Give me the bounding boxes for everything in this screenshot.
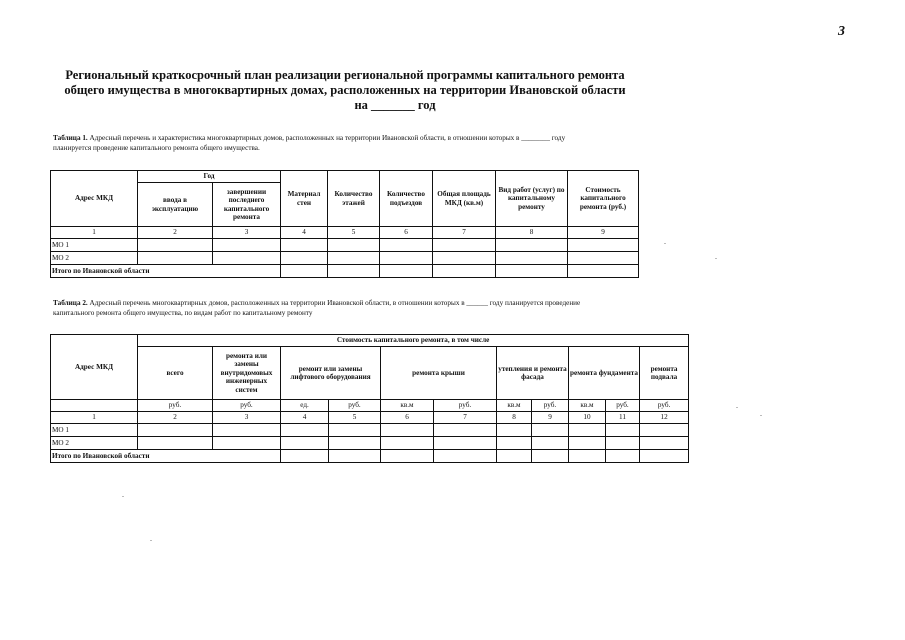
t1-header-floors: Количество этажей	[328, 171, 380, 227]
t2-colnum: 1	[51, 412, 138, 424]
t2-unit: руб.	[640, 400, 689, 412]
table1	[50, 170, 639, 278]
t2-unit: кв.м	[569, 400, 606, 412]
t2-colnum: 10	[569, 412, 606, 424]
scan-speck	[760, 415, 762, 416]
t2-row-label: МО 2	[51, 437, 138, 450]
t2-unit: руб.	[213, 400, 281, 412]
t1-header-year-group: Год	[138, 171, 281, 183]
t1-header-cost: Стоимость капитального ремонта (руб.)	[568, 171, 639, 227]
table1-caption-line2: планируется проведение капитального ремонта общего имущества.	[53, 144, 260, 152]
t2-unit: ед.	[281, 400, 329, 412]
t2-colnum: 4	[281, 412, 329, 424]
t1-colnum: 6	[380, 227, 433, 239]
title-line-3: на _______ год	[354, 98, 436, 112]
t1-colnum: 4	[281, 227, 328, 239]
page-number: 3	[838, 24, 845, 39]
t2-colnum: 11	[606, 412, 640, 424]
scan-speck	[664, 243, 666, 244]
t2-unit: руб.	[532, 400, 569, 412]
t2-colnum: 8	[497, 412, 532, 424]
title-line-1: Региональный краткосрочный план реализации региональной программы капитального ремонта	[65, 68, 625, 82]
scan-speck	[150, 540, 152, 541]
t2-header-basement: ремонта подвала	[640, 347, 689, 400]
t2-row-label: МО 1	[51, 424, 138, 437]
table2-caption-text: Адресный перечень многоквартирных домов, расположенных на территории Ивановской области, в отношении которых в ______ году планируется проведение	[89, 299, 581, 307]
scan-speck	[715, 258, 717, 259]
table1-caption-text: Адресный перечень и характеристика многоквартирных домов, расположенных на территории Ивановской области, в отношении которых в ________ году	[89, 134, 566, 142]
t2-unit: руб.	[329, 400, 381, 412]
t2-colnum: 2	[138, 412, 213, 424]
table-row	[51, 239, 639, 252]
t2-colnum: 7	[434, 412, 497, 424]
t1-header-total-area: Общая площадь МКД (кв.м)	[433, 171, 496, 227]
scan-speck	[122, 496, 124, 497]
t1-colnum: 7	[433, 227, 496, 239]
table-row	[51, 450, 689, 463]
title-line-2: общего имущества в многоквартирных домах, расположенных на территории Ивановской области	[64, 83, 626, 97]
t1-header-year-last-repair: завершении последнего капитального ремонта	[213, 183, 281, 227]
table2-caption-label: Таблица 2.	[53, 299, 88, 307]
t2-colnum: 6	[381, 412, 434, 424]
t1-header-address: Адрес МКД	[51, 171, 138, 227]
t1-row-label: МО 1	[51, 239, 138, 252]
table2	[50, 334, 689, 463]
t2-header-facade: утепления и ремонта фасада	[497, 347, 569, 400]
table-row	[51, 424, 689, 437]
t1-colnum: 2	[138, 227, 213, 239]
t1-colnum: 9	[568, 227, 639, 239]
t2-header-total: всего	[138, 347, 213, 400]
t2-header-foundation: ремонта фундамента	[569, 347, 640, 400]
t1-colnum: 1	[51, 227, 138, 239]
table1-caption	[53, 133, 663, 153]
t1-colnum: 5	[328, 227, 380, 239]
table2-caption	[53, 298, 693, 318]
t2-total-label: Итого по Ивановской области	[51, 450, 213, 463]
t2-header-cost-group: Стоимость капитального ремонта, в том числе	[138, 335, 689, 347]
t2-header-engineering: ремонта или замены внутридомовых инженерных систем	[213, 347, 281, 400]
t1-row-label: МО 2	[51, 252, 138, 265]
page-title	[40, 68, 650, 113]
t1-header-entrances: Количество подъездов	[380, 171, 433, 227]
t2-header-roof: ремонта крыши	[381, 347, 497, 400]
t2-unit: руб.	[138, 400, 213, 412]
t2-header-address: Адрес МКД	[51, 335, 138, 400]
t1-header-wall-material: Материал стен	[281, 171, 328, 227]
table1-caption-label: Таблица 1.	[53, 134, 88, 142]
t1-header-work-type: Вид работ (услуг) по капитальному ремонту	[496, 171, 568, 227]
scan-speck	[736, 407, 738, 408]
table2-caption-line2: капитального ремонта общего имущества, по видам работ по капитальному ремонту	[53, 309, 313, 317]
t2-colnum: 5	[329, 412, 381, 424]
t2-header-elevator: ремонт или замены лифтового оборудования	[281, 347, 381, 400]
t1-header-year-commission: ввода в эксплуатацию	[138, 183, 213, 227]
t1-colnum: 3	[213, 227, 281, 239]
table-row	[51, 437, 689, 450]
t2-colnum: 12	[640, 412, 689, 424]
t2-unit: кв.м	[497, 400, 532, 412]
t2-colnum: 9	[532, 412, 569, 424]
t2-unit: кв.м	[381, 400, 434, 412]
t2-unit: руб.	[434, 400, 497, 412]
t2-unit: руб.	[606, 400, 640, 412]
t2-colnum: 3	[213, 412, 281, 424]
table-row	[51, 265, 639, 278]
t1-total-label: Итого по Ивановской области	[51, 265, 213, 278]
t1-colnum: 8	[496, 227, 568, 239]
table-row	[51, 252, 639, 265]
